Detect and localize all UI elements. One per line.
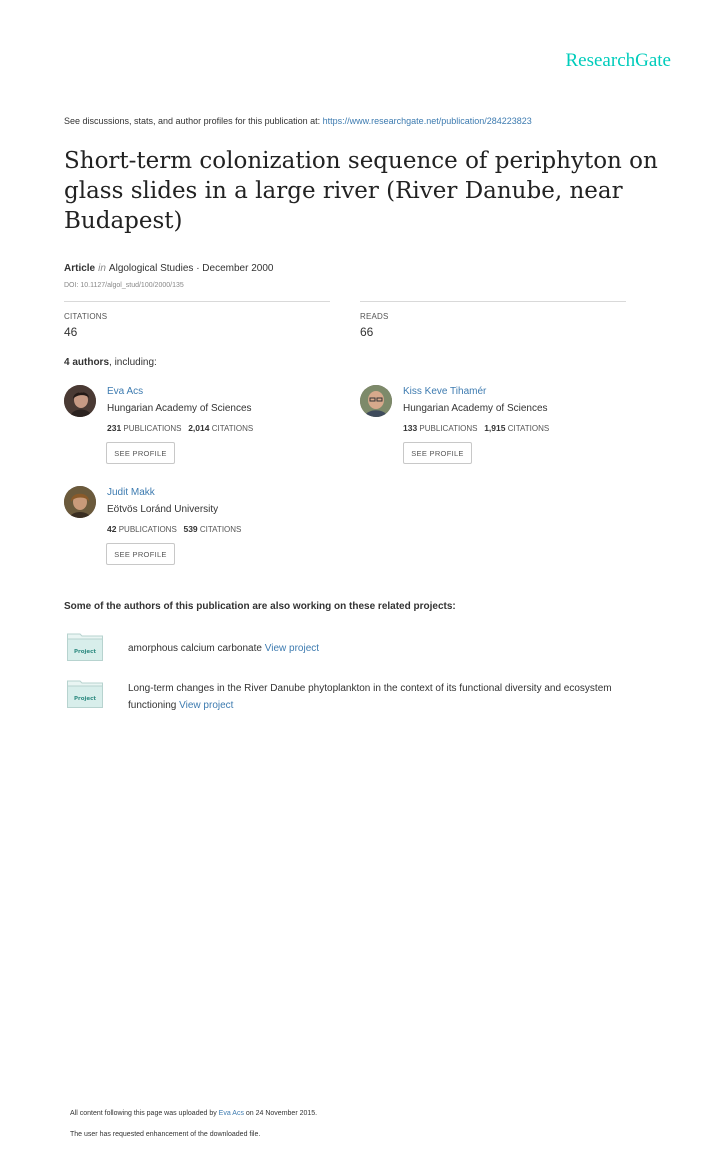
avatar-kiss-keve-tihamer[interactable] (360, 385, 392, 417)
avatar-eva-acs[interactable] (64, 385, 96, 417)
publications-label: PUBLICATIONS (419, 424, 478, 433)
upload-suffix: on 24 November 2015. (243, 1110, 318, 1117)
project-title: Long-term changes in the River Danube phytoplankton in the context of its functional diversity and ecosystem functioning (128, 683, 612, 711)
author-stats (403, 423, 549, 433)
citations-label: CITATIONS (507, 424, 550, 433)
avatar-photo-icon (360, 385, 392, 417)
publications-count: 231 (107, 423, 122, 433)
uploader-link[interactable]: Eva Acs (218, 1110, 244, 1117)
folder-label: Project (73, 649, 97, 655)
view-project-link[interactable]: View project (179, 700, 234, 711)
reads-value: 66 (360, 325, 374, 339)
publication-meta (64, 263, 273, 274)
publications-count: 42 (107, 524, 117, 534)
publications-label: PUBLICATIONS (123, 424, 182, 433)
avatar-photo-icon (64, 385, 96, 417)
project-folder-icon[interactable] (67, 679, 103, 708)
project-folder-icon[interactable] (67, 632, 103, 661)
citations-label: CITATIONS (199, 525, 242, 534)
in-label: in (98, 263, 106, 274)
upload-prefix: All content following this page was uploaded by (70, 1110, 219, 1117)
author-institution: Hungarian Academy of Sciences (107, 403, 252, 414)
authors-count: 4 authors (64, 357, 110, 368)
divider-citations (64, 301, 330, 302)
enhancement-note: The user has requested enhancement of the downloaded file. (70, 1131, 261, 1138)
folder-label: Project (73, 696, 97, 702)
citations-count: 2,014 (188, 423, 210, 433)
folder-icon (67, 679, 103, 708)
doi: DOI: 10.1127/algol_stud/100/2000/135 (64, 282, 184, 289)
author-name-link[interactable]: Kiss Keve Tihamér (403, 386, 487, 397)
citations-value: 46 (64, 325, 78, 339)
see-profile-button[interactable]: SEE PROFILE (106, 543, 175, 565)
upload-note (70, 1110, 317, 1117)
authors-suffix: , including: (109, 357, 157, 368)
author-institution: Eötvös Loránd University (107, 504, 219, 515)
author-stats (107, 423, 253, 433)
avatar-judit-makk[interactable] (64, 486, 96, 518)
publications-label: PUBLICATIONS (118, 525, 177, 534)
publications-count: 133 (403, 423, 418, 433)
project-item (128, 640, 648, 657)
citations-count: 1,915 (484, 423, 506, 433)
intro-line (64, 116, 532, 126)
view-project-link[interactable]: View project (264, 643, 320, 654)
projects-heading: Some of the authors of this publication are also working on these related projects: (64, 601, 456, 612)
citations-count: 539 (183, 524, 198, 534)
divider-reads (360, 301, 626, 302)
author-institution: Hungarian Academy of Sciences (403, 403, 548, 414)
folder-icon (67, 632, 103, 661)
author-name-link[interactable]: Judit Makk (107, 487, 155, 498)
avatar-photo-icon (64, 486, 96, 518)
reads-label: READS (360, 312, 389, 321)
authors-heading (64, 357, 157, 368)
intro-text: See discussions, stats, and author profiles for this publication at: (64, 116, 323, 126)
see-profile-button[interactable]: SEE PROFILE (106, 442, 175, 464)
author-name-link[interactable]: Eva Acs (107, 386, 144, 397)
researchgate-logo[interactable]: ResearchGate (565, 50, 671, 71)
publication-title: Short-term colonization sequence of periphyton on glass slides in a large river (River Danube, near Budapest) (64, 148, 658, 234)
project-title: amorphous calcium carbonate (128, 643, 265, 654)
project-item (128, 680, 628, 714)
citations-label: CITATIONS (64, 312, 108, 321)
article-type: Article (64, 263, 96, 274)
author-stats (107, 524, 241, 534)
journal-info: Algological Studies · December 2000 (108, 263, 274, 274)
see-profile-button[interactable]: SEE PROFILE (403, 442, 472, 464)
citations-label: CITATIONS (211, 424, 254, 433)
publication-url-link[interactable]: https://www.researchgate.net/publication/284223823 (322, 116, 532, 126)
